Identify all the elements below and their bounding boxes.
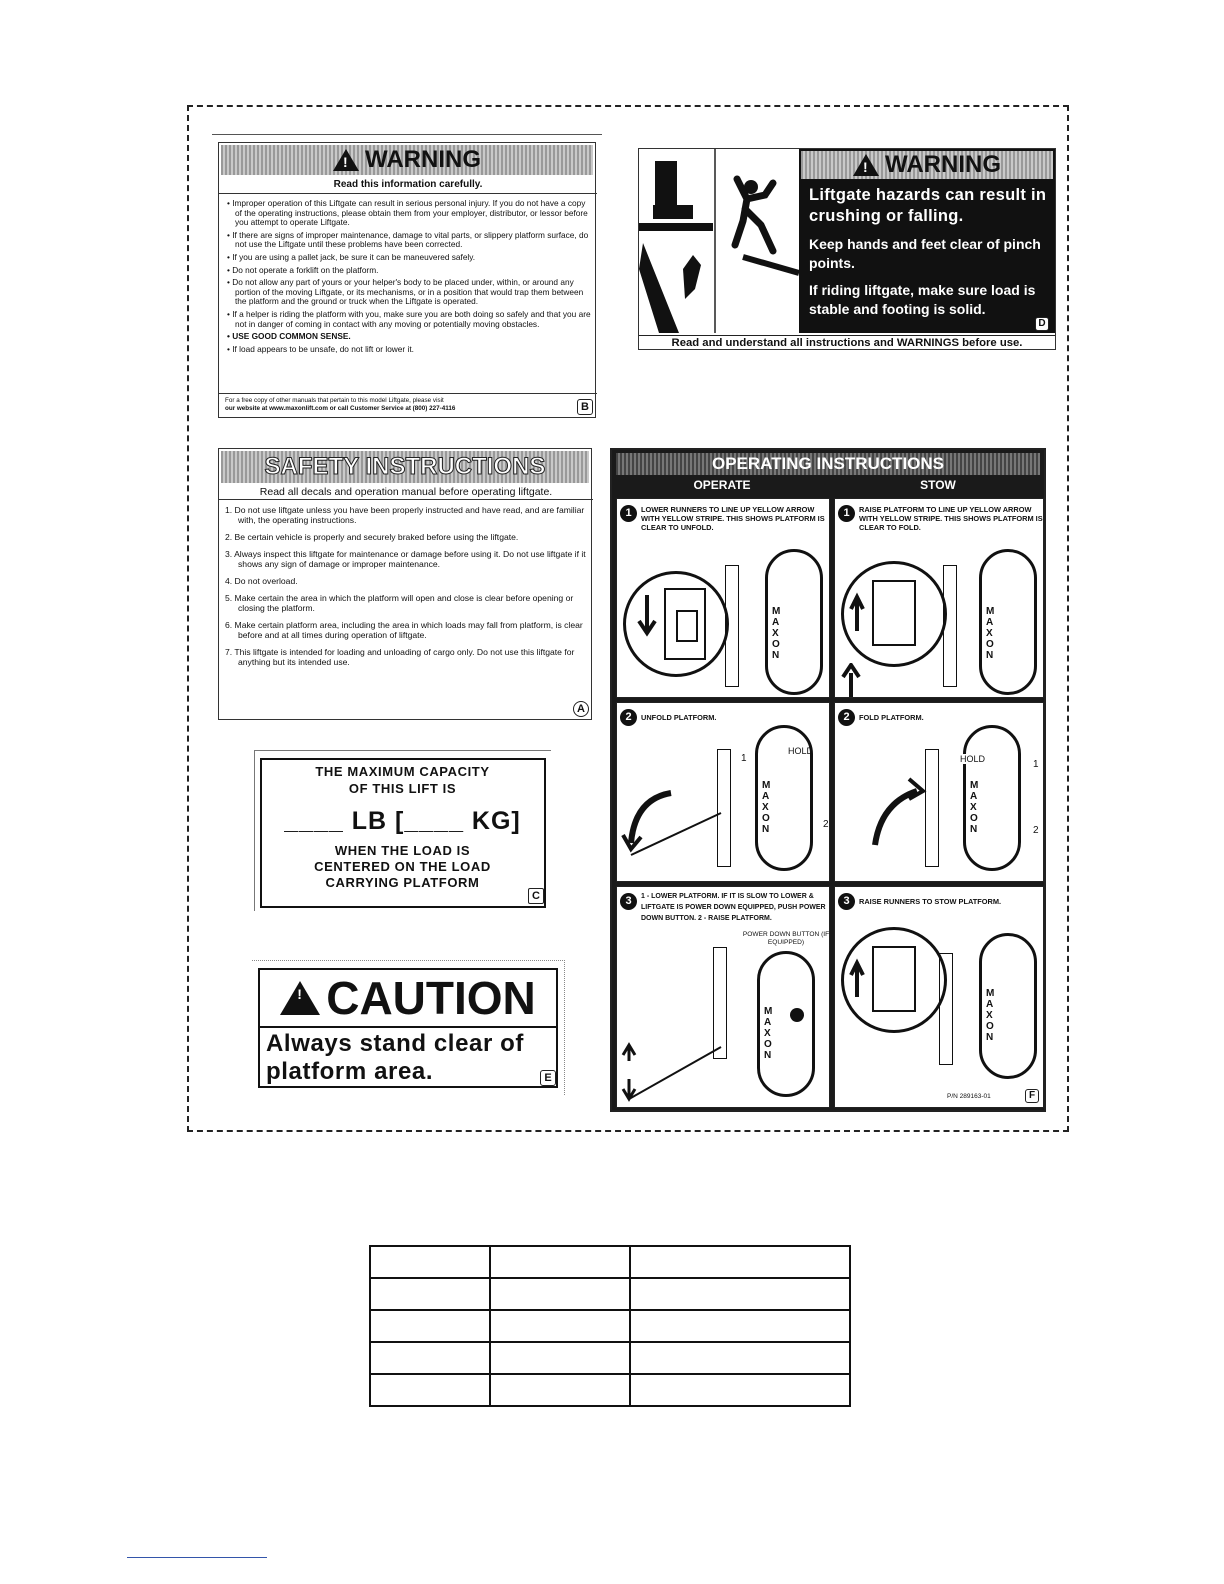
control-panel-oval [979, 933, 1037, 1079]
table-row [370, 1342, 850, 1374]
hold-label: HOLD [960, 754, 986, 764]
table-cell [370, 1310, 490, 1342]
decal-f-letter: F [1025, 1089, 1039, 1103]
capacity-line-1: THE MAXIMUM CAPACITY [315, 764, 490, 779]
bullet-8: • If load appears to be unsafe, do not lift or lower it. [227, 343, 414, 354]
footer-line-1: For a free copy of other manuals that pertain to this model Liftgate, please visit [225, 397, 444, 404]
warning-triangle-icon [853, 154, 879, 176]
capacity-line-4: CENTERED ON THE LOAD [314, 859, 491, 874]
power-down-label: POWER DOWN BUTTON (IF EQUIPPED) [742, 931, 830, 946]
step-panel-stow-1 [834, 498, 1044, 698]
caution-triangle-icon [280, 981, 320, 1015]
table-cell [490, 1342, 630, 1374]
footer-line-2: our website at www.maxonlift.com or call Customer Service at (800) 227-4116 [225, 405, 456, 412]
bullet-7: • USE GOOD COMMON SENSE. [227, 331, 351, 342]
step-number: 1 [838, 505, 855, 522]
step-number: 2 [838, 709, 855, 726]
instruction-3: 3. Always inspect this liftgate for maintenance or damage before using it. Do not use liftgate if it shows any sign of damage or improper maintenance. [225, 549, 586, 569]
step-number: 2 [620, 709, 637, 726]
decal-b-subheader: Read this information carefully. [333, 179, 483, 190]
brand-letters: MAXON [986, 606, 995, 661]
label-one: 1 [1033, 759, 1039, 770]
decal-a-safety-instructions [218, 448, 592, 720]
decal-e-letter: E [540, 1070, 556, 1086]
step-text: LOWER RUNNERS TO LINE UP YELLOW ARROW WITH YELLOW STRIPE. THIS SHOWS PLATFORM IS CLEAR TO UNFOLD. [641, 505, 825, 532]
up-arrow-icon [841, 663, 861, 697]
step-panel-operate-3 [616, 886, 830, 1108]
decal-f-header [616, 453, 1040, 475]
table-row [370, 1278, 850, 1310]
bullet-6: • If a helper is riding the platform with you, make sure you are both doing so safely and that you are not in danger of coming in contact with any moving or potentially moving obstacles. [227, 308, 591, 329]
brand-letters: MAXON [986, 988, 995, 1043]
brand-letters: MAXON [772, 606, 781, 661]
decal-b-bullets [227, 199, 591, 357]
liftgate-post [939, 953, 953, 1065]
label-two: 2 [1033, 825, 1039, 836]
control-panel-oval [757, 951, 815, 1097]
step-text: RAISE PLATFORM TO LINE UP YELLOW ARROW WITH YELLOW STRIPE. THIS SHOWS PLATFORM IS CLEAR TO FOLD. [859, 505, 1043, 532]
decal-b-footer [225, 397, 565, 413]
up-arrow-icon [841, 561, 941, 661]
platform-lowering-icon [621, 1027, 731, 1107]
table-cell [490, 1246, 630, 1278]
decal-b-header [221, 145, 593, 175]
bullet-text: USE GOOD COMMON SENSE. [232, 331, 351, 342]
crush-fall-pictogram-icon [639, 149, 799, 333]
table-cell [370, 1342, 490, 1374]
decal-d-header-text: WARNING [885, 151, 1001, 178]
control-panel-oval [960, 725, 1021, 871]
table-cell [630, 1278, 850, 1310]
bullet-text: Improper operation of this Liftgate can result in serious personal injury. If you do not have a copy of the operating instructions, please obtain them from your employer, distributor, or lessor before you attempt to operate Liftgate. [232, 198, 588, 228]
decal-d-header [801, 151, 1053, 179]
step-text: UNFOLD PLATFORM. [641, 713, 717, 722]
decal-b-warning [218, 142, 596, 418]
decal-d-line3: If riding liftgate, make sure load is stable and footing is solid. [809, 282, 1036, 317]
pictogram-area [639, 149, 800, 333]
down-arrow-icon [623, 571, 723, 671]
control-panel-oval [979, 549, 1037, 695]
step-number: 1 [620, 505, 637, 522]
decal-c-letter: C [528, 888, 544, 904]
bullet-text: Do not operate a forklift on the platform. [232, 264, 379, 275]
step-panel-operate-1 [616, 498, 830, 698]
decal-e-header-text: CAUTION [326, 972, 536, 1024]
brand-letters: MAXON [762, 780, 771, 835]
decal-d-warning [638, 148, 1056, 350]
decal-d-text-panel [799, 149, 1055, 333]
revision-table [369, 1245, 851, 1407]
table-cell [630, 1246, 850, 1278]
decal-c-capacity [260, 758, 546, 908]
up-arrow-icon [841, 927, 941, 1027]
table-row [370, 1310, 850, 1342]
capacity-line-5: CARRYING PLATFORM [325, 875, 480, 890]
divider [219, 193, 597, 194]
step-number: 3 [838, 893, 855, 910]
decal-d-line2: Keep hands and feet clear of pinch points. [809, 236, 1041, 271]
step-text: RAISE RUNNERS TO STOW PLATFORM. [859, 897, 1002, 906]
bullet-text: If load appears to be unsafe, do not lift or lower it. [232, 343, 414, 354]
decal-b-topline [212, 134, 602, 135]
instruction-4: 4. Do not overload. [225, 576, 298, 586]
decal-e-line2: platform area. [266, 1058, 434, 1085]
table-row [370, 1374, 850, 1406]
bullet-4: • Do not operate a forklift on the platform. [227, 264, 379, 275]
label-two: 2 [823, 819, 829, 830]
decal-a-subheader: Read all decals and operation manual before operating liftgate. [259, 486, 553, 498]
power-down-button [790, 1008, 804, 1022]
divider [219, 499, 593, 500]
table-cell [370, 1278, 490, 1310]
capacity-line-2: OF THIS LIFT IS [348, 781, 457, 796]
control-panel-oval [765, 549, 823, 695]
part-number: P/N 289163-01 [947, 1093, 991, 1100]
decal-e-caution [258, 968, 558, 1088]
table-cell [370, 1374, 490, 1406]
step-panel-stow-3 [834, 886, 1044, 1108]
table-cell [490, 1374, 630, 1406]
liftgate-post [925, 749, 939, 867]
liftgate-post [943, 565, 957, 687]
capacity-value: ____ LB [____ KG] [284, 807, 521, 835]
decal-f-operating-instructions [610, 448, 1046, 1112]
step-text: 1 - LOWER PLATFORM. IF IT IS SLOW TO LOWER & LIFTGATE IS POWER DOWN EQUIPPED, PUSH POWER DOWN BUTTON. 2 - RAISE PLATFORM. [641, 893, 826, 922]
decal-b-header-text: WARNING [365, 146, 481, 173]
table-cell [630, 1374, 850, 1406]
step-panel-operate-2 [616, 702, 830, 882]
decal-a-letter: A [573, 701, 589, 717]
table-row [370, 1246, 850, 1278]
capacity-line-3: WHEN THE LOAD IS [334, 843, 471, 858]
brand-letters: MAXON [764, 1006, 773, 1061]
decal-a-list [225, 505, 587, 674]
instruction-6: 6. Make certain platform area, including the area in which loads may fall from platform, is clear before and at all times during operation of liftgate. [225, 620, 583, 640]
table-cell [370, 1246, 490, 1278]
decal-f-header-text: OPERATING INSTRUCTIONS [711, 454, 945, 473]
warning-triangle-icon [333, 149, 359, 171]
step-number: 3 [620, 893, 637, 910]
divider [219, 393, 597, 394]
control-panel-oval [755, 725, 813, 871]
decal-a-header [221, 451, 589, 483]
hold-label: HOLD [788, 746, 814, 756]
decal-e-header [260, 970, 556, 1028]
decal-d-footer: Read and understand all instructions and WARNINGS before use. [639, 335, 1055, 349]
unfold-arrow-icon [621, 763, 731, 863]
bullet-3: • If you are using a pallet jack, be sure it can be maneuvered safely. [227, 251, 476, 262]
step-text: FOLD PLATFORM. [859, 713, 924, 722]
bullet-text: If you are using a pallet jack, be sure it can be maneuvered safely. [232, 251, 476, 262]
decal-e-line1: Always stand clear of [266, 1030, 525, 1057]
instruction-1: 1. Do not use liftgate unless you have been properly instructed and have read, and are familiar with, the operating instructions. [225, 505, 585, 525]
footnote-rule [127, 1557, 267, 1558]
label-one: 1 [741, 753, 747, 764]
instruction-5: 5. Make certain the area in which the platform will open and close is clear before opening or closing the platform. [225, 593, 574, 613]
col-operate-header: OPERATE [693, 478, 751, 492]
bullet-5: • Do not allow any part of yours or your helper's body to be placed under, within, or around any portion of the moving Liftgate, or its mechanisms, or in a position that would trap them between the platform and the ground or truck when the Liftgate is operated. [227, 277, 584, 307]
table-cell [490, 1310, 630, 1342]
instruction-2: 2. Be certain vehicle is properly and securely braked before using the liftgate. [225, 532, 519, 542]
table-cell [630, 1342, 850, 1374]
bullet-1: • Improper operation of this Liftgate can result in serious personal injury. If you do not have a copy of the operating instructions, please obtain them from your employer, distributor, or lessor before you attempt to operate Liftgate. [227, 198, 588, 228]
col-stow-header: STOW [920, 478, 956, 492]
liftgate-post [725, 565, 739, 687]
decal-a-header-text: SAFETY INSTRUCTIONS [264, 453, 546, 480]
bullet-text: Do not allow any part of yours or your helper's body to be placed under, within, or around any portion of the moving Liftgate, or its mechanisms, or in a position that would trap them between the platform and the ground or truck when the Liftgate is operated. [232, 277, 584, 307]
brand-letters: MAXON [970, 780, 979, 835]
instruction-7: 7. This liftgate is intended for loading and unloading of cargo only. Do not use this liftgate for anything but its intended use. [225, 647, 575, 667]
bullet-text: If a helper is riding the platform with you, make sure you are both doing so safely and that you are not in danger of coming in contact with any moving or potentially moving obstacles. [232, 308, 591, 329]
bullet-2: • If there are signs of improper maintenance, damage to vital parts, or slippery platform surface, do not use the Liftgate until these problems have been corrected. [227, 229, 589, 250]
table-cell [630, 1310, 850, 1342]
decal-d-line1: Liftgate hazards can result in crushing or falling. [809, 186, 1047, 225]
step-panel-stow-2 [834, 702, 1044, 882]
liftgate-post [717, 749, 731, 867]
bullet-text: If there are signs of improper maintenance, damage to vital parts, or slippery platform surface, do not use the Liftgate until these problems have been corrected. [232, 229, 589, 250]
decal-b-letter: B [577, 399, 593, 415]
decal-d-letter: D [1035, 317, 1049, 331]
table-cell [490, 1278, 630, 1310]
